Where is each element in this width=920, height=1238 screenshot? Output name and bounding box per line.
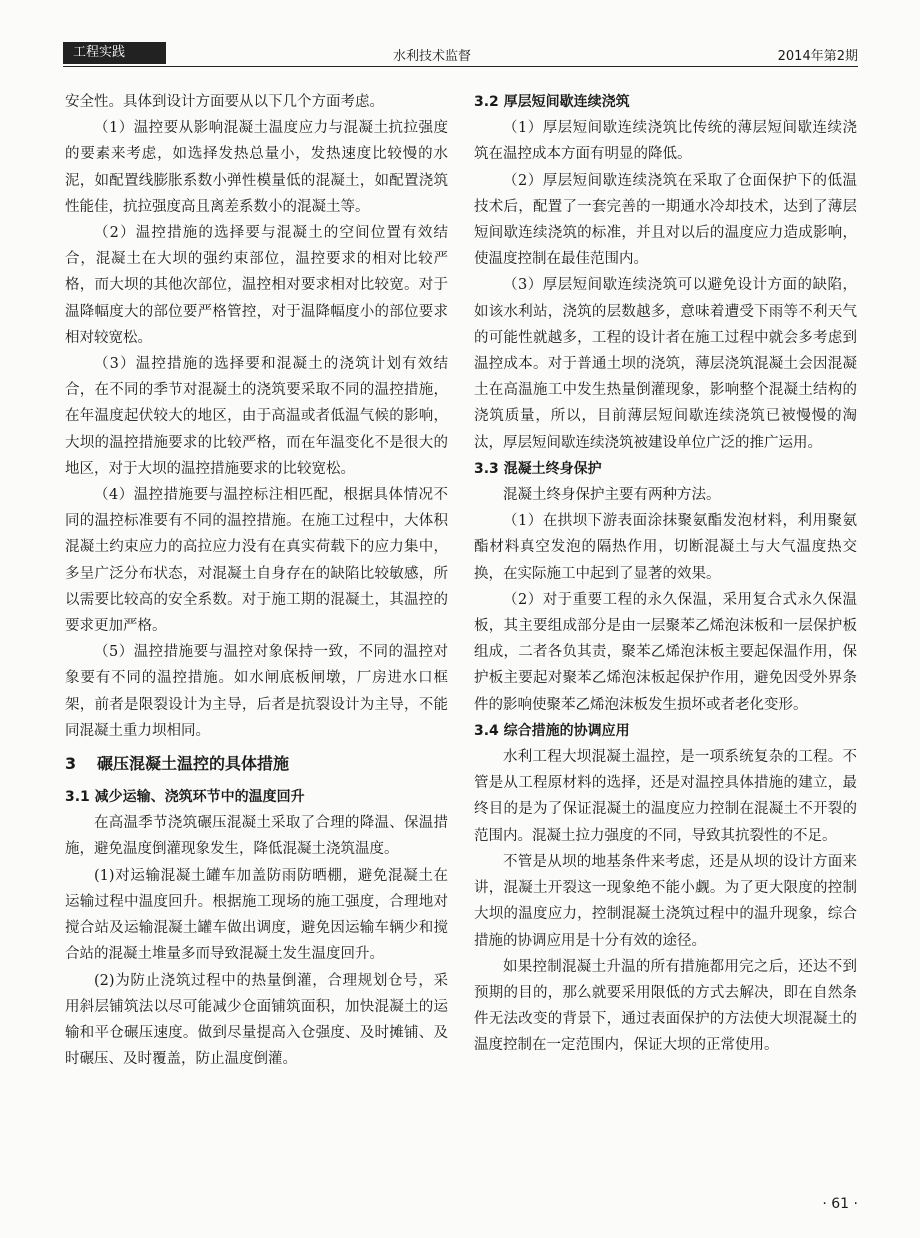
subsection-heading: 3.2 厚层短间歇连续浇筑 bbox=[474, 94, 630, 110]
subsection-heading: 3.3 混凝土终身保护 bbox=[474, 460, 602, 477]
section-number: 3 bbox=[65, 754, 77, 774]
page-header bbox=[63, 42, 858, 64]
paragraph: 如果控制混凝土升温的所有措施都用完之后，还达不到预期的目的，那么就要采用限低的方式去解决，即在自然条件无法改变的背景下，通过表面保护的方法使大坝混凝土的温度控制在一定范围内，保证大坝的正常使用。 bbox=[474, 958, 857, 1054]
paragraph: （1）在拱坝下游表面涂抹聚氨酯发泡材料，利用聚氨酯材料真空发泡的隔热作用，切断混凝土与大气温度热交换，在实际施工中起到了显著的效果。 bbox=[474, 513, 857, 582]
section-title: 碾压混凝土温控的具体措施 bbox=[97, 754, 290, 774]
issue-label: 2014年第2期 bbox=[777, 49, 858, 64]
paragraph: (2)为防止浇筑过程中的热量倒灌，合理规划仓号，采用斜层铺筑法以尽可能减少仓面铺筑面积，加快混凝土的运输和平仓碾压速度。做到尽量提高入仓强度、及时摊铺、及时碾压、及时覆盖，防止温度倒灌。 bbox=[65, 972, 448, 1068]
paragraph: 不管是从坝的地基条件来考虑，还是从坝的设计方面来讲，混凝土开裂这一现象绝不能小觑。为了更大限度的控制大坝的温度应力，控制混凝土浇筑过程中的温升现象，综合措施的协调应用是十分有效的途径。 bbox=[474, 853, 857, 949]
paragraph: （3）温控措施的选择要和混凝土的浇筑计划有效结合，在不同的季节对混凝土的浇筑要采取不同的温控措施，在年温度起伏较大的地区，由于高温或者低温气候的影响，大坝的温控措施要求的比较严格，而在年温变化不是很大的地区，对于大坝的温控措施要求的比较宽松。 bbox=[65, 356, 448, 477]
journal-title: 水利技术监督 bbox=[393, 49, 472, 64]
subsection-heading: 3.4 综合措施的协调应用 bbox=[474, 722, 630, 739]
paragraph: （2）厚层短间歇连续浇筑在采取了仓面保护下的低温技术后，配置了一套完善的一期通水冷却技术，达到了薄层短间歇连续浇筑的标准，并且对以后的温度应力造成影响，使温度控制在最佳范围内。 bbox=[474, 172, 857, 268]
right-column bbox=[474, 89, 857, 1059]
paragraph: （3）厚层短间歇连续浇筑可以避免设计方面的缺陷，如该水利站，浇筑的层数越多，意味着遭受下雨等不利天气的可能性就越多，工程的设计者在施工过程中就会多考虑到温控成本。对于普通土坝的浇筑，薄层浇筑混凝土会因混凝土在高温施工中发生热量倒灌现象，影响整个混凝土结构的浇筑质量，所以，目前薄层短间歇连续浇筑已被慢慢的淘汰，厚层短间歇连续浇筑被建设单位广泛的推广运用。 bbox=[474, 277, 857, 451]
section-tag: 工程实践 bbox=[63, 42, 166, 64]
subsection-heading: 3.1 减少运输、浇筑环节中的温度回升 bbox=[65, 789, 305, 806]
paragraph: 安全性。具体到设计方面要从以下几个方面考虑。 bbox=[65, 94, 384, 110]
paragraph: （2）温控措施的选择要与混凝土的空间位置有效结合，混凝土在大坝的强约束部位，温控要求的相对比较严格，而大坝的其他次部位，温控相对要求相对比较宽。对于温降幅度大的部位要严格管控，对于温降幅度小的部位要求相对较宽松。 bbox=[65, 225, 448, 346]
header-divider bbox=[63, 66, 858, 67]
paragraph: 混凝土终身保护主要有两种方法。 bbox=[503, 487, 721, 504]
paragraph: （1）厚层短间歇连续浇筑比传统的薄层短间歇连续浇筑在温控成本方面有明显的降低。 bbox=[474, 120, 857, 163]
left-column bbox=[65, 89, 448, 1072]
paragraph: （5）温控措施要与温控对象保持一致，不同的温控对象要有不同的温控措施。如水闸底板闸墩，厂房进水口框架，前者是限裂设计为主导，后者是抗裂设计为主导，不能同混凝土重力坝相同。 bbox=[65, 644, 448, 739]
paragraph: （2）对于重要工程的永久保温，采用复合式永久保温板，其主要组成部分是由一层聚苯乙烯泡沫板和一层保护板组成，二者各负其责，聚苯乙烯泡沫板主要起保温作用，保护板主要起对聚苯乙烯泡沫板起保护作用，避免因受外界条件的影响使聚苯乙烯泡沫板发生损坏或者老化变形。 bbox=[474, 591, 857, 713]
paragraph: （1）温控要从影响混凝土温度应力与混凝土抗拉强度的要素来考虑，如选择发热总量小，发热速度比较慢的水泥，如配置线膨胀系数小弹性模量低的混凝土，如配置浇筑性能佳，抗拉强度高且离差系数小的混凝土等。 bbox=[65, 120, 448, 215]
paragraph: 在高温季节浇筑碾压混凝土采取了合理的降温、保温措施，避免温度倒灌现象发生，降低混凝土浇筑温度。 bbox=[65, 815, 448, 858]
page-number: · 61 · bbox=[822, 1196, 858, 1212]
paragraph: 水利工程大坝混凝土温控，是一项系统复杂的工程。不管是从工程原材料的选择，还是对温控具体措施的建立，最终目的是为了保证混凝土的温度应力控制在混凝土不开裂的范围内。混凝土拉力强度的不同，导致其抗裂性的不足。 bbox=[474, 749, 857, 844]
paragraph: (1)对运输混凝土罐车加盖防雨防晒棚，避免混凝土在运输过程中温度回升。根据施工现场的施工强度，合理地对搅合站及运输混凝土罐车做出调度，避免因运输车辆少和搅合站的混凝土堆量多而导致混凝土发生温度回升。 bbox=[65, 867, 448, 963]
paragraph: （4）温控措施要与温控标注相匹配，根据具体情况不同的温控标准要有不同的温控措施。在施工过程中，大体积混凝土约束应力的高拉应力没有在真实荷载下的应力集中，多呈广泛分布状态，对混凝土自身存在的缺陷比较敏感，所以需要比较高的安全系数。对于施工期的混凝土，其温控的要求更加严格。 bbox=[65, 487, 448, 635]
section-heading bbox=[65, 750, 448, 778]
